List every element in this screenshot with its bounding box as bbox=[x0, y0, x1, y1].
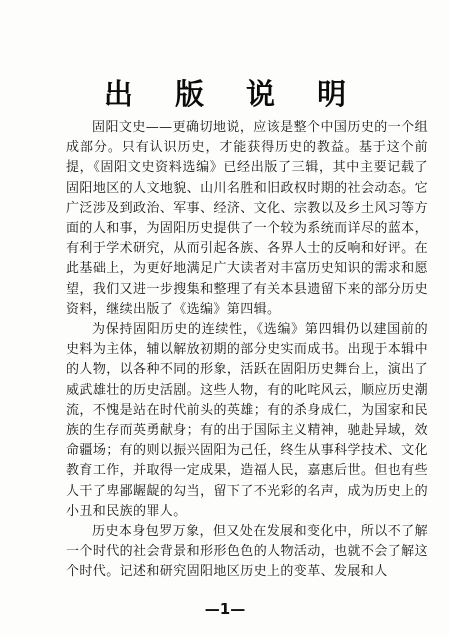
document-body bbox=[66, 118, 428, 583]
paragraph-3: 历史本身包罗万象，但又处在发展和变化中，所以不了解一个时代的社会背景和形形色色的人物活动，也就不会了解这个时代。记述和研究固阳地区历史上的变革、发展和人 bbox=[66, 524, 428, 580]
page-number: —1— bbox=[204, 600, 246, 618]
page-title: 出 版 说 明 bbox=[103, 77, 363, 111]
paragraph-1: 固阳文史——更确切地说，应该是整个中国历史的一个组成部分。只有认识历史，才能获得历史的教益。基于这个前提，《固阳文史资料选编》已经出版了三辑，其中主要记载了固阳地区的人文地貌、山川名胜和旧政权时期的社会动态。它广泛涉及到政治、军事、经济、文化、宗教以及乡土风习等方面的人和事，为固阳历史提供了一个较为系统而详尽的蓝本，有利于学术研究，从而引起各族、各界人士的反响和好评。在此基础上，为更好地满足广大读者对丰富历史知识的需求和愿望，我们又进一步搜集和整理了有关本县遗留下来的部分历史资料，继续出版了《选编》第四辑。 bbox=[66, 120, 428, 317]
paragraph-2: 为保持固阳历史的连续性，《选编》第四辑仍以建国前的史料为主体，辅以解放初期的部分史实而成书。出现于本辑中的人物，以各种不同的形象，活跃在固阳历史舞台上，演出了威武雄壮的历史活剧。这些人物，有的叱咤风云，顺应历史潮流，不愧是站在时代前头的英雄；有的杀身成仁，为国家和民族的生存而英勇献身；有的出于国际主义精神，驰赴异域，效命疆场；有的则以振兴固阳为己任，终生从事科学技术、文化教育工作，并取得一定成果，造福人民，嘉惠后世。但也有些人干了卑鄙龌龊的勾当，留下了不光彩的名声，成为历史上的小丑和民族的罪人。 bbox=[66, 322, 428, 519]
